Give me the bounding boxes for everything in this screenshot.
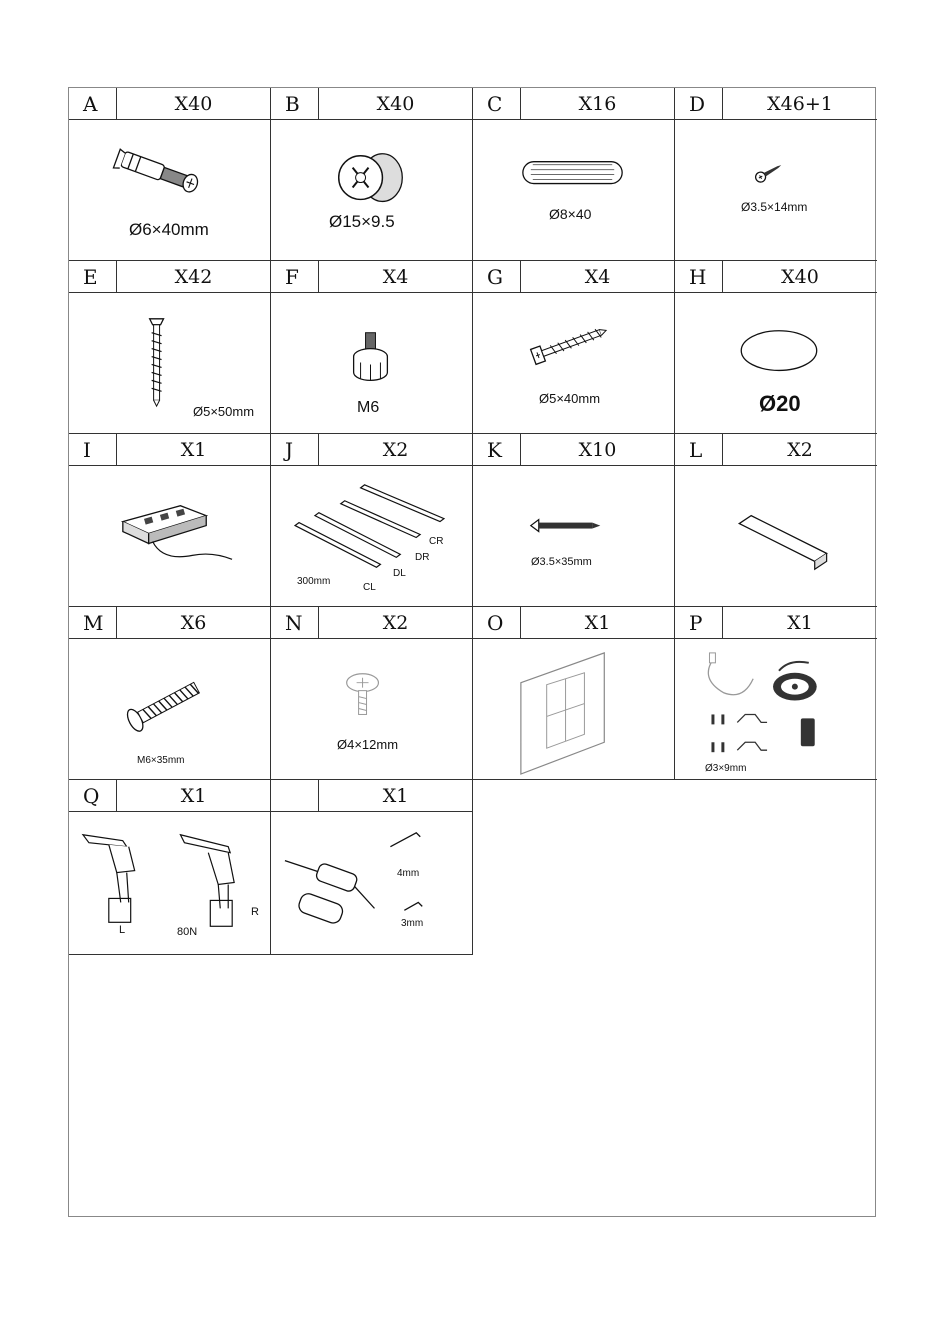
part-letter: G <box>473 261 521 293</box>
part-quantity: X1 <box>787 612 813 634</box>
part-cell-l <box>675 434 877 607</box>
part-cell-p <box>675 607 877 780</box>
part-quantity: X40 <box>781 266 819 288</box>
part-letter: I <box>69 434 117 466</box>
slide-dl-label: DL <box>393 568 406 579</box>
part-size-label: Ø3.5×35mm <box>531 556 592 568</box>
part-quantity: X4 <box>584 266 611 288</box>
bracket-channel-icon <box>675 466 877 606</box>
part-quantity: X6 <box>180 612 207 634</box>
part-cell-j <box>271 434 473 607</box>
led-light-kit-icon <box>675 639 877 779</box>
screwdriver-and-allen-keys-icon <box>271 812 472 954</box>
part-quantity: X46+1 <box>767 93 833 115</box>
part-cell-g <box>473 261 675 434</box>
pan-head-screw-icon <box>271 639 472 779</box>
part-letter: H <box>675 261 723 293</box>
slide-dr-label: DR <box>415 552 430 563</box>
part-letter: D <box>675 88 723 120</box>
part-quantity: X1 <box>584 612 611 634</box>
power-socket-icon <box>69 466 270 606</box>
part-quantity: X2 <box>382 612 409 634</box>
allen-key-3mm-label: 3mm <box>401 918 424 929</box>
part-letter: L <box>675 434 723 466</box>
part-letter <box>271 780 319 812</box>
part-letter: J <box>271 434 319 466</box>
part-size-label: Ø3×9mm <box>705 763 747 774</box>
part-letter: A <box>69 88 117 120</box>
long-screw-k-icon <box>473 466 674 606</box>
part-quantity: X2 <box>787 439 813 461</box>
cam-lock-icon <box>271 120 472 260</box>
part-cell-tools <box>271 780 473 955</box>
allen-key-4mm-label: 4mm <box>397 868 420 879</box>
part-size-label: Ø8×40 <box>549 206 592 222</box>
part-letter: B <box>271 88 319 120</box>
part-cell-k <box>473 434 675 607</box>
part-cell-c <box>473 88 675 261</box>
part-cell-h <box>675 261 877 434</box>
part-cell-o <box>473 607 675 780</box>
slide-cl-label: CL <box>363 582 376 593</box>
part-letter: K <box>473 434 521 466</box>
part-quantity: X42 <box>174 266 213 288</box>
part-cell-n <box>271 607 473 780</box>
panel-frame-icon <box>473 639 674 779</box>
part-letter: M <box>69 607 117 639</box>
part-letter: C <box>473 88 521 120</box>
part-quantity: X16 <box>578 93 617 115</box>
part-size-label: Ø15×9.5 <box>329 212 395 231</box>
part-letter: N <box>271 607 319 639</box>
part-size-label: Ø4×12mm <box>337 737 399 752</box>
part-letter: E <box>69 261 117 293</box>
part-cell-b <box>271 88 473 261</box>
part-size-label: M6 <box>357 399 380 416</box>
wood-screw-icon <box>473 293 674 433</box>
part-size-label: Ø6×40mm <box>129 220 209 239</box>
part-cell-q <box>69 780 271 955</box>
part-letter: Q <box>69 780 117 812</box>
part-quantity: X4 <box>382 266 409 288</box>
part-quantity: X1 <box>382 785 409 807</box>
parts-list-sheet <box>68 87 876 1217</box>
slide-length-label: 300mm <box>297 576 331 587</box>
part-quantity: X40 <box>174 93 213 115</box>
part-size-label: Ø3.5×14mm <box>741 200 808 214</box>
slide-cr-label: CR <box>429 536 444 547</box>
part-cell-m <box>69 607 271 780</box>
mechanism-force-label: 80N <box>177 926 198 938</box>
part-quantity: X1 <box>180 439 207 461</box>
short-screw-icon <box>675 120 877 260</box>
part-size-label: Ø20 <box>759 391 801 416</box>
part-size-label: M6×35mm <box>137 755 185 766</box>
part-letter: P <box>675 607 723 639</box>
part-quantity: X1 <box>180 785 207 807</box>
mechanism-right-label: R <box>251 906 259 918</box>
wood-dowel-icon <box>473 120 674 260</box>
mechanism-left-label: L <box>119 924 126 936</box>
part-size-label: Ø5×50mm <box>193 404 255 419</box>
part-cell-f <box>271 261 473 434</box>
part-cell-i <box>69 434 271 607</box>
part-letter: F <box>271 261 319 293</box>
part-cell-e <box>69 261 271 434</box>
part-quantity: X2 <box>382 439 409 461</box>
part-quantity: X10 <box>578 439 617 461</box>
part-cell-a <box>69 88 271 261</box>
part-quantity: X40 <box>376 93 415 115</box>
lift-mechanism-icon <box>69 812 270 954</box>
part-letter: O <box>473 607 521 639</box>
part-cell-d <box>675 88 877 261</box>
part-size-label: Ø5×40mm <box>539 391 601 406</box>
